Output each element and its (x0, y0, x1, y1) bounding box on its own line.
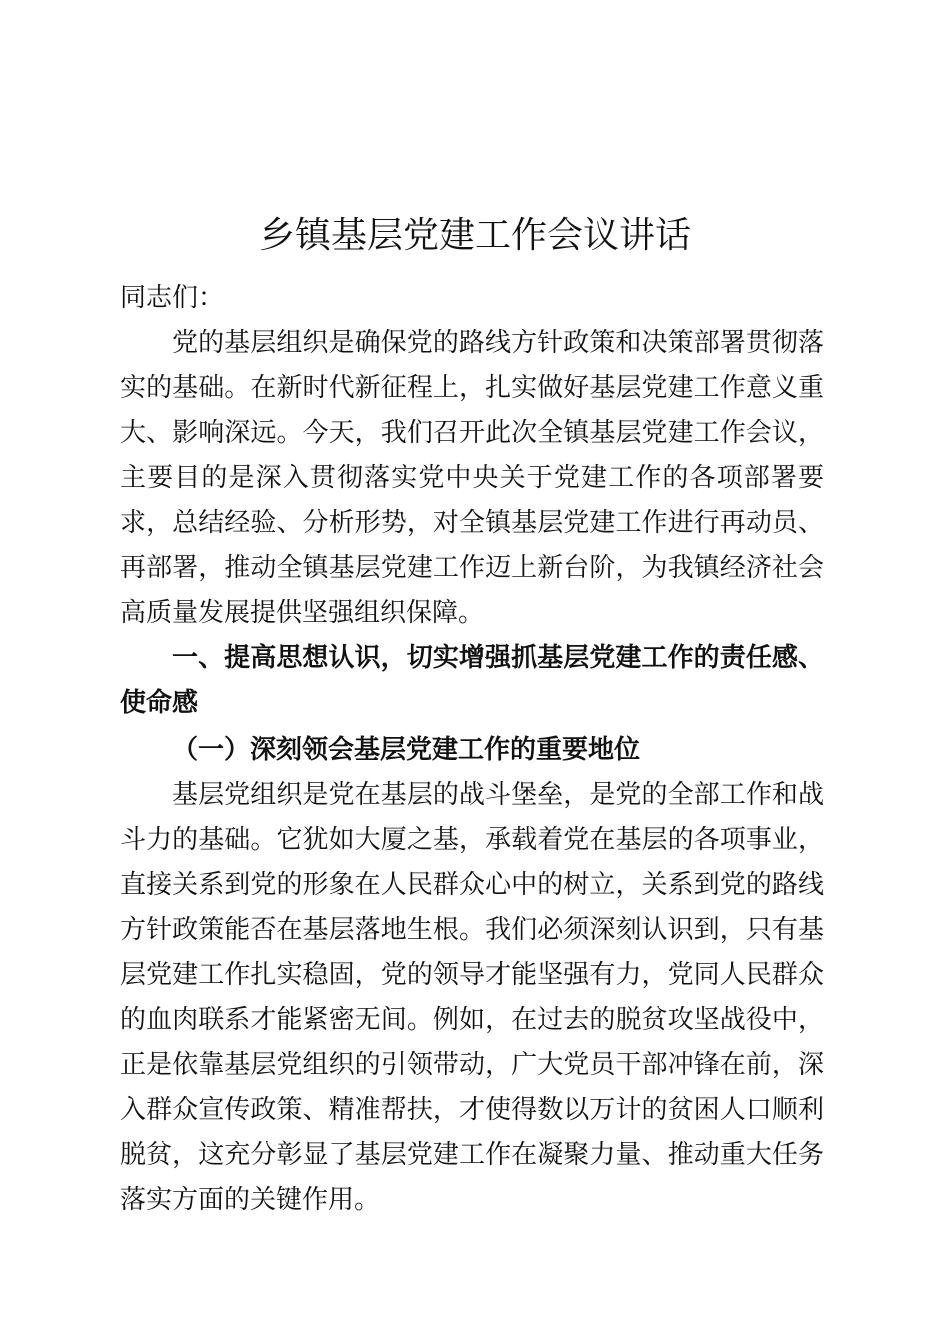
paragraph-body: 基层党组织是党在基层的战斗堡垒，是党的全部工作和战斗力的基础。它犹如大厦之基，承载着党在基层的各项事业，直接关系到党的形象在人民群众心中的树立，关系到党的路线方针政策能否在基层落地生根。我们必须深刻认识到，只有基层党建工作扎实稳固，党的领导才能坚强有力，党同人民群众的血肉联系才能紧密无间。例如，在过去的脱贫攻坚战役中，正是依靠基层党组织的引领带动，广大党员干部冲锋在前，深入群众宣传政策、精准帮扶，才使得数以万计的贫困人口顺利脱贫，这充分彰显了基层党建工作在凝聚力量、推动重大任务落实方面的关键作用。 (120, 780, 824, 1215)
document-title: 乡镇基层党建工作会议讲话 (258, 215, 691, 256)
document-body (120, 276, 824, 1223)
greeting: 同志们： (120, 283, 225, 313)
paragraph-intro: 党的基层组织是确保党的路线方针政策和决策部署贯彻落实的基础。在新时代新征程上，扎实做好基层党建工作意义重大、影响深远。今天，我们召开此次全镇基层党建工作会议，主要目的是深入贯彻落实党中央关于党建工作的各项部署要求，总结经验、分析形势，对全镇基层党建工作进行再动员、再部署，推动全镇基层党建工作迈上新台阶，为我镇经济社会高质量发展提供坚强组织保障。 (120, 328, 824, 628)
section-heading-1: 一、提高思想认识，切实增强抓基层党建工作的责任感、使命感 (120, 643, 824, 718)
subsection-heading-1-1: （一）深刻领会基层党建工作的重要地位 (172, 735, 641, 765)
